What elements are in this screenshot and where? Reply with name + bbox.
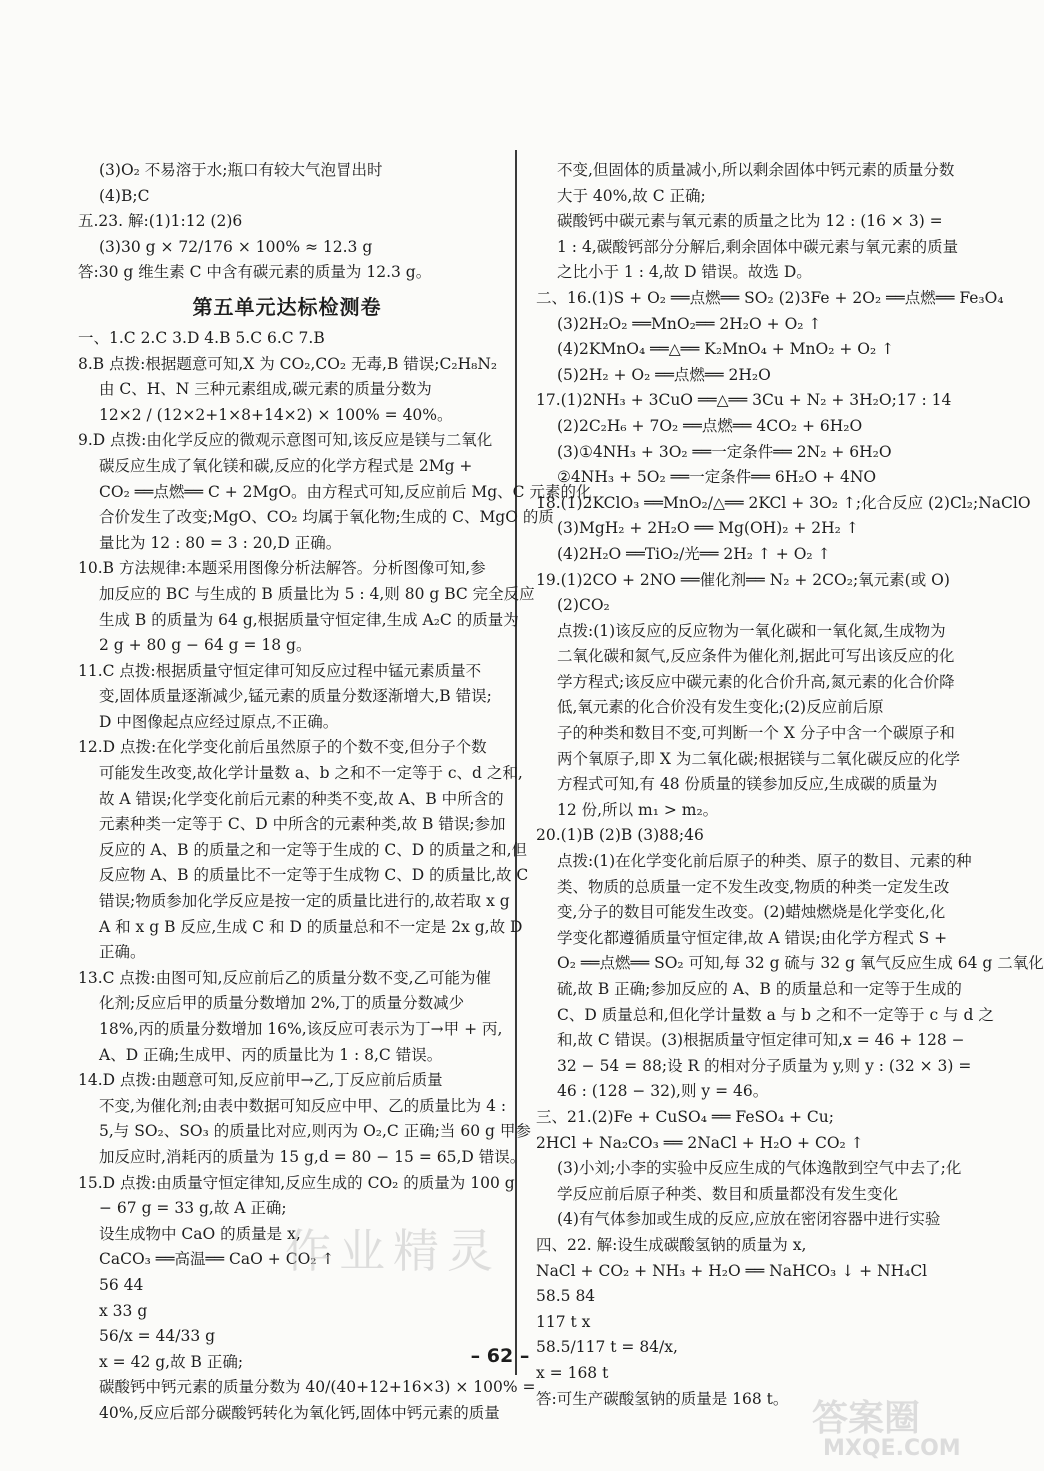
answer-line: 20.(1)B (2)B (3)88;46 (536, 826, 704, 845)
answer-line: (4)2KMnO₄ ══△══ K₂MnO₄ + MnO₂ + O₂ ↑ (557, 340, 895, 359)
answer-line: 13.C 点拨:由图可知,反应前后乙的质量分数不变,乙可能为催 (78, 968, 492, 987)
answer-line: 正确。 (99, 943, 146, 962)
answer-line: 12×2 / (12×2+1×8+14×2) × 100% = 40%。 (99, 405, 453, 424)
answer-line: 56/x = 44/33 g (99, 1327, 216, 1346)
answer-line: 设生成物中 CaO 的质量是 x, (99, 1224, 301, 1243)
answer-line: CO₂ ══点燃══ C + 2MgO。由方程式可知,反应前后 Mg、C 元素的化 (99, 482, 592, 501)
answer-line: 碳反应生成了氧化镁和碳,反应的化学方程式是 2Mg + (99, 456, 473, 475)
answer-line: A、D 正确;生成甲、丙的质量比为 1 : 8,C 错误。 (99, 1045, 443, 1064)
answer-line: 量比为 12 : 80 = 3 : 20,D 正确。 (99, 533, 342, 552)
answer-line: 四、22. 解:设生成碳酸氢钠的质量为 x, (536, 1235, 807, 1254)
answer-line: 二、16.(1)S + O₂ ══点燃══ SO₂ (2)3Fe + 2O₂ ══点燃══ Fe₃O₄ (536, 288, 1004, 307)
answer-line: 40%,反应后部分碳酸钙转化为氧化钙,固体中钙元素的质量 (99, 1403, 500, 1422)
page-number: – 62 – (470, 1345, 530, 1367)
answer-line: 12.D 点拨:在化学变化前后虽然原子的个数不变,但分子个数 (78, 738, 487, 757)
answer-line: 变,固体质量逐渐减少,锰元素的质量分数逐渐增大,B 错误; (99, 687, 492, 706)
answer-line: 19.(1)2CO + 2NO ══催化剂══ N₂ + 2CO₂;氧元素(或 O) (536, 570, 950, 589)
answer-line: 碳酸钙中碳元素与氧元素的质量之比为 12 : (16 × 3) = (557, 212, 943, 231)
answer-line: 117 t x (536, 1312, 591, 1331)
answer-line: 5,与 SO₂、SO₃ 的质量比对应,则丙为 O₂,C 正确;当 60 g 甲参 (99, 1122, 531, 1141)
answer-line: 2 g + 80 g − 64 g = 18 g。 (99, 636, 312, 655)
answer-line: 58.5 84 (536, 1287, 596, 1306)
answer-line: 学反应前后原子种类、数目和质量都没有发生变化 (557, 1184, 899, 1203)
answer-line: x 33 g (99, 1301, 148, 1320)
answer-line: 化剂;反应后甲的质量分数增加 2%,丁的质量分数减少 (99, 994, 465, 1013)
section-title: 第五单元达标检测卷 (192, 294, 382, 319)
answer-line: (2)CO₂ (557, 596, 610, 615)
answer-line: x = 42 g,故 B 正确; (99, 1352, 244, 1371)
watermark-brand: 答案圈 (812, 1398, 921, 1439)
answer-line: 8.B 点拨:根据题意可知,X 为 CO₂,CO₂ 无毒,B 错误;C₂H₈N₂ (78, 354, 498, 373)
answer-line: 不变,为催化剂;由表中数据可知反应中甲、乙的质量比为 4 : (99, 1096, 507, 1115)
answer-line: 12 份,所以 m₁ > m₂。 (557, 800, 719, 819)
answer-line: D 中图像起点应经过原点,不正确。 (99, 712, 339, 731)
answer-line: 加反应时,消耗丙的质量为 15 g,d = 80 − 15 = 65,D 错误。 (99, 1147, 526, 1166)
answer-line: 由 C、H、N 三种元素组成,碳元素的质量分数为 (99, 380, 432, 399)
answer-line: C、D 质量总和,但化学计量数 a 与 b 之和不一定等于 c 与 d 之 (557, 1005, 994, 1024)
answer-line: 错误;物质参加化学反应是按一定的质量比进行的,故若取 x g (99, 892, 510, 911)
answer-line: 不变,但固体的质量减小,所以剩余固体中钙元素的质量分数 (557, 161, 955, 179)
answer-line: 合价发生了改变;MgO、CO₂ 均属于氧化物;生成的 C、MgO 的质 (99, 508, 554, 527)
answer-line: (4)2H₂O ══TiO₂/光══ 2H₂ ↑ + O₂ ↑ (557, 544, 831, 563)
answer-line: 和,故 C 错误。(3)根据质量守恒定律可知,x = 46 + 128 − (557, 1031, 965, 1050)
answer-line: (3)2H₂O₂ ══MnO₂══ 2H₂O + O₂ ↑ (557, 314, 822, 333)
answer-line: ②4NH₃ + 5O₂ ══一定条件══ 6H₂O + 4NO (557, 468, 877, 487)
right-column (536, 158, 1044, 1412)
answer-line: 14.D 点拨:由题意可知,反应前甲→乙,丁反应前后质量 (78, 1071, 443, 1090)
answer-line: 子的种类和数目不变,可判断一个 X 分子中含一个碳原子和 (557, 724, 955, 743)
answer-line: 17.(1)2NH₃ + 3CuO ══△══ 3Cu + N₂ + 3H₂O;17 : 14 (536, 391, 952, 410)
answer-line: 五.23. 解:(1)1:12 (2)6 (78, 212, 243, 231)
answer-line: (2)2C₂H₆ + 7O₂ ══点燃══ 4CO₂ + 6H₂O (557, 416, 863, 435)
answer-line: 15.D 点拨:由质量守恒定律知,反应生成的 CO₂ 的质量为 100 g (78, 1173, 515, 1192)
answer-line: 大于 40%,故 C 正确; (557, 186, 706, 205)
answer-line: 18.(1)2KClO₃ ══MnO₂/△══ 2KCl + 3O₂ ↑;化合反应 (2)Cl₂;NaClO (536, 493, 1031, 512)
answer-line: 碳酸钙中钙元素的质量分数为 40/(40+12+16×3) × 100% = (99, 1378, 536, 1397)
answer-line: 18%,丙的质量分数增加 16%,该反应可表示为丁→甲 + 丙, (99, 1020, 503, 1038)
answer-line: − 67 g = 33 g,故 A 正确; (99, 1199, 287, 1218)
answer-line: (3)O₂ 不易溶于水;瓶口有较大气泡冒出时 (99, 161, 383, 179)
answer-line: NaCl + CO₂ + NH₃ + H₂O ══ NaHCO₃ ↓ + NH₄Cl (536, 1261, 928, 1280)
answer-line: x = 168 t (536, 1363, 609, 1382)
answer-line: 56 44 (99, 1275, 144, 1294)
answer-line: 加反应的 BC 与生成的 B 质量比为 5 : 4,则 80 g BC 完全反应 (99, 584, 535, 603)
answer-line: 元素种类一定等于 C、D 中所含的元素种类,故 B 错误;参加 (99, 815, 506, 834)
answer-line: 46 : (128 − 32),则 y = 46。 (557, 1082, 769, 1101)
answer-line: 类、物质的总质量一定不发生改变,物质的种类一定发生改 (557, 877, 950, 896)
answer-line: (3)小刘;小李的实验中反应生成的气体逸散到空气中去了;化 (557, 1159, 962, 1178)
answer-line: 2HCl + Na₂CO₃ ══ 2NaCl + H₂O + CO₂ ↑ (536, 1133, 864, 1152)
watermark-center: 作业精灵 (285, 1224, 501, 1278)
answer-line: 低,氧元素的化合价没有发生变化;(2)反应前后原 (557, 698, 884, 717)
answer-line: 硫,故 B 正确;参加反应的 A、B 的质量总和一定等于生成的 (557, 980, 962, 998)
answer-line: 故 A 错误;化学变化前后元素的种类不变,故 A、B 中所含的 (99, 789, 504, 808)
answer-line: O₂ ══点燃══ SO₂ 可知,每 32 g 硫与 32 g 氧气反应生成 64 g 二氧化 (557, 954, 1044, 973)
answer-line: 点拨:(1)在化学变化前后原子的种类、原子的数目、元素的种 (557, 852, 972, 871)
answer-line: 生成 B 的质量为 64 g,根据质量守恒定律,生成 A₂C 的质量为 (99, 610, 519, 629)
answer-line: A 和 x g B 反应,生成 C 和 D 的质量总和不一定是 2x g,故 D (99, 917, 523, 936)
answer-line: (4)B;C (99, 186, 150, 205)
answer-line: 点拨:(1)该反应的反应物为一氧化碳和一氧化氮,生成物为 (557, 621, 946, 640)
answer-line: 一、1.C 2.C 3.D 4.B 5.C 6.C 7.B (78, 328, 325, 347)
answer-line: 学方程式;该反应中碳元素的化合价升高,氮元素的化合价降 (557, 672, 955, 691)
answer-line: (3)①4NH₃ + 3O₂ ══一定条件══ 2N₂ + 6H₂O (557, 442, 892, 461)
answer-line: 9.D 点拨:由化学反应的微观示意图可知,该反应是镁与二氧化 (78, 431, 493, 450)
answer-line: 32 − 54 = 88;设 R 的相对分子质量为 y,则 y : (32 × 3) = (557, 1056, 972, 1075)
answer-line: 答:30 g 维生素 C 中含有碳元素的质量为 12.3 g。 (78, 263, 432, 282)
answer-line: 10.B 方法规律:本题采用图像分析法解答。分析图像可知,参 (78, 559, 486, 578)
answer-line: 反应的 A、B 的质量之和一定等于生成的 C、D 的质量之和,但 (99, 840, 528, 859)
answer-line: 变,分子的数目可能发生改变。(2)蜡烛燃烧是化学变化,化 (557, 903, 946, 922)
answer-line: 方程式可知,有 48 份质量的镁参加反应,生成碳的质量为 (557, 775, 938, 794)
answer-line: CaCO₃ ══高温══ CaO + CO₂ ↑ (99, 1250, 335, 1269)
answer-line: 三、21.(2)Fe + CuSO₄ ══ FeSO₄ + Cu; (536, 1107, 834, 1126)
answer-line: 可能发生改变,故化学计量数 a、b 之和不一定等于 c、d 之和, (99, 764, 523, 783)
answer-line: (4)有气体参加或生成的反应,应放在密闭容器中进行实验 (557, 1210, 941, 1229)
answer-line: 1 : 4,碳酸钙部分分解后,剩余固体中碳元素与氧元素的质量 (557, 237, 959, 256)
answer-line: (3)MgH₂ + 2H₂O ══ Mg(OH)₂ + 2H₂ ↑ (557, 519, 859, 538)
answer-line: 58.5/117 t = 84/x, (536, 1338, 678, 1357)
answer-line: 二氧化碳和氮气,反应条件为催化剂,据此可写出该反应的化 (557, 647, 955, 666)
answer-line: 学变化都遵循质量守恒定律,故 A 错误;由化学方程式 S + (557, 928, 948, 947)
answer-line: (3)30 g × 72/176 × 100% ≈ 12.3 g (99, 237, 373, 256)
answer-line: 11.C 点拨:根据质量守恒定律可知反应过程中锰元素质量不 (78, 661, 482, 680)
answer-line: 两个氧原子,即 X 为二氧化碳;根据镁与二氧化碳反应的化学 (557, 749, 961, 768)
answer-line: (5)2H₂ + O₂ ══点燃══ 2H₂O (557, 365, 771, 384)
answer-line: 反应物 A、B 的质量比不一定等于生成物 C、D 的质量比,故 C (99, 866, 529, 885)
answer-line: 答:可生产碳酸氢钠的质量是 168 t。 (536, 1389, 789, 1408)
watermark-site: MXQE.COM (823, 1436, 961, 1461)
answer-line: 之比小于 1 : 4,故 D 错误。故选 D。 (557, 263, 812, 282)
